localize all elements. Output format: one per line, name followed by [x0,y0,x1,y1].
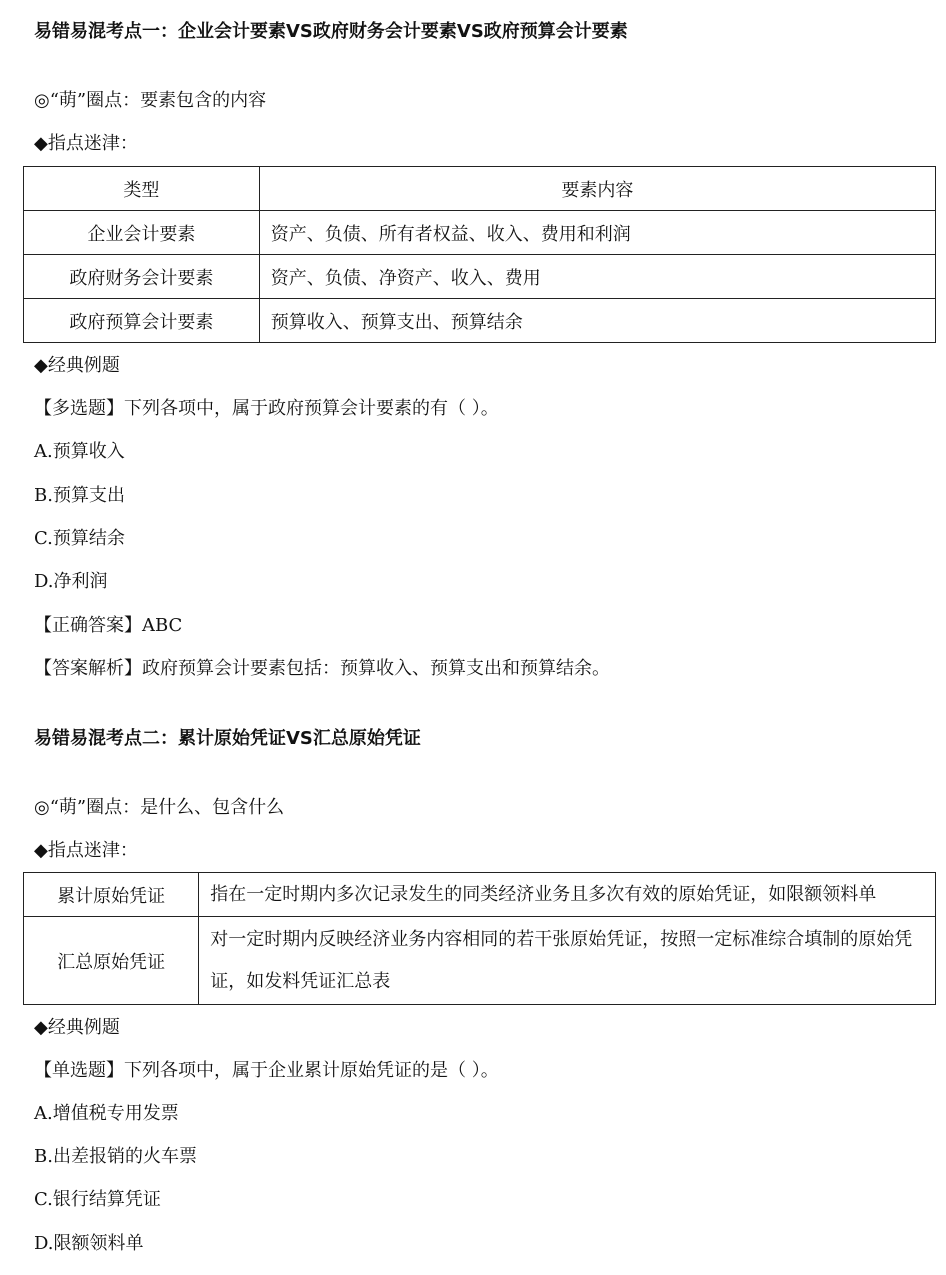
table-cell-content: 预算收入、预算支出、预算结余 [259,299,935,343]
table-cell-type: 政府预算会计要素 [24,299,260,343]
table-row [24,211,936,255]
table-cell-type: 政府财务会计要素 [24,255,260,299]
table-cell-type: 企业会计要素 [24,211,260,255]
section1-option-a: A.预算收入 [34,441,125,462]
table-cell-type: 汇总原始凭证 [24,917,199,1005]
table-row [24,255,936,299]
section1-example-label: ◆经典例题 [34,355,120,376]
table-cell-content: 资产、负债、所有者权益、收入、费用和利润 [259,211,935,255]
section1-option-b: B.预算支出 [34,485,125,506]
table-row [24,917,936,1005]
table-row [24,873,936,917]
table-row [24,299,936,343]
section1-question: 【多选题】下列各项中，属于政府预算会计要素的有（ ）。 [34,398,499,419]
section1-analysis: 【答案解析】政府预算会计要素包括：预算收入、预算支出和预算结余。 [34,658,610,679]
section2-option-b: B.出差报销的火车票 [34,1146,197,1167]
section1-option-d: D.净利润 [34,571,108,592]
table-cell-type: 累计原始凭证 [24,873,199,917]
section2-meng-note: ◎“萌”圈点：是什么、包含什么 [34,797,285,818]
section1-elements-table [23,166,936,343]
table-header-row [24,167,936,211]
section2-option-d: D.限额领料单 [34,1233,144,1254]
section1-guidance-label: ◆指点迷津： [34,133,138,154]
table-header-cell: 要素内容 [259,167,935,211]
section2-option-a: A.增值税专用发票 [34,1103,179,1124]
section2-option-c: C.银行结算凭证 [34,1189,161,1210]
table-cell-content: 对一定时期内反映经济业务内容相同的若干张原始凭证，按照一定标准综合填制的原始凭证，如发料凭证汇总表 [199,917,936,1005]
table-header-cell: 类型 [24,167,260,211]
table-cell-content: 资产、负债、净资产、收入、费用 [259,255,935,299]
section2-guidance-label: ◆指点迷津： [34,840,138,861]
table-cell-content: 指在一定时期内多次记录发生的同类经济业务且多次有效的原始凭证，如限额领料单 [199,873,936,917]
section2-heading: 易错易混考点二：累计原始凭证VS汇总原始凭证 [34,728,421,749]
section1-meng-note: ◎“萌”圈点：要素包含的内容 [34,90,267,111]
section2-example-label: ◆经典例题 [34,1017,120,1038]
section1-option-c: C.预算结余 [34,528,125,549]
section1-answer: 【正确答案】ABC [34,615,183,636]
section1-heading: 易错易混考点一：企业会计要素VS政府财务会计要素VS政府预算会计要素 [34,21,628,42]
section2-question: 【单选题】下列各项中，属于企业累计原始凭证的是（ ）。 [34,1060,499,1081]
section2-vouchers-table [23,872,936,1005]
